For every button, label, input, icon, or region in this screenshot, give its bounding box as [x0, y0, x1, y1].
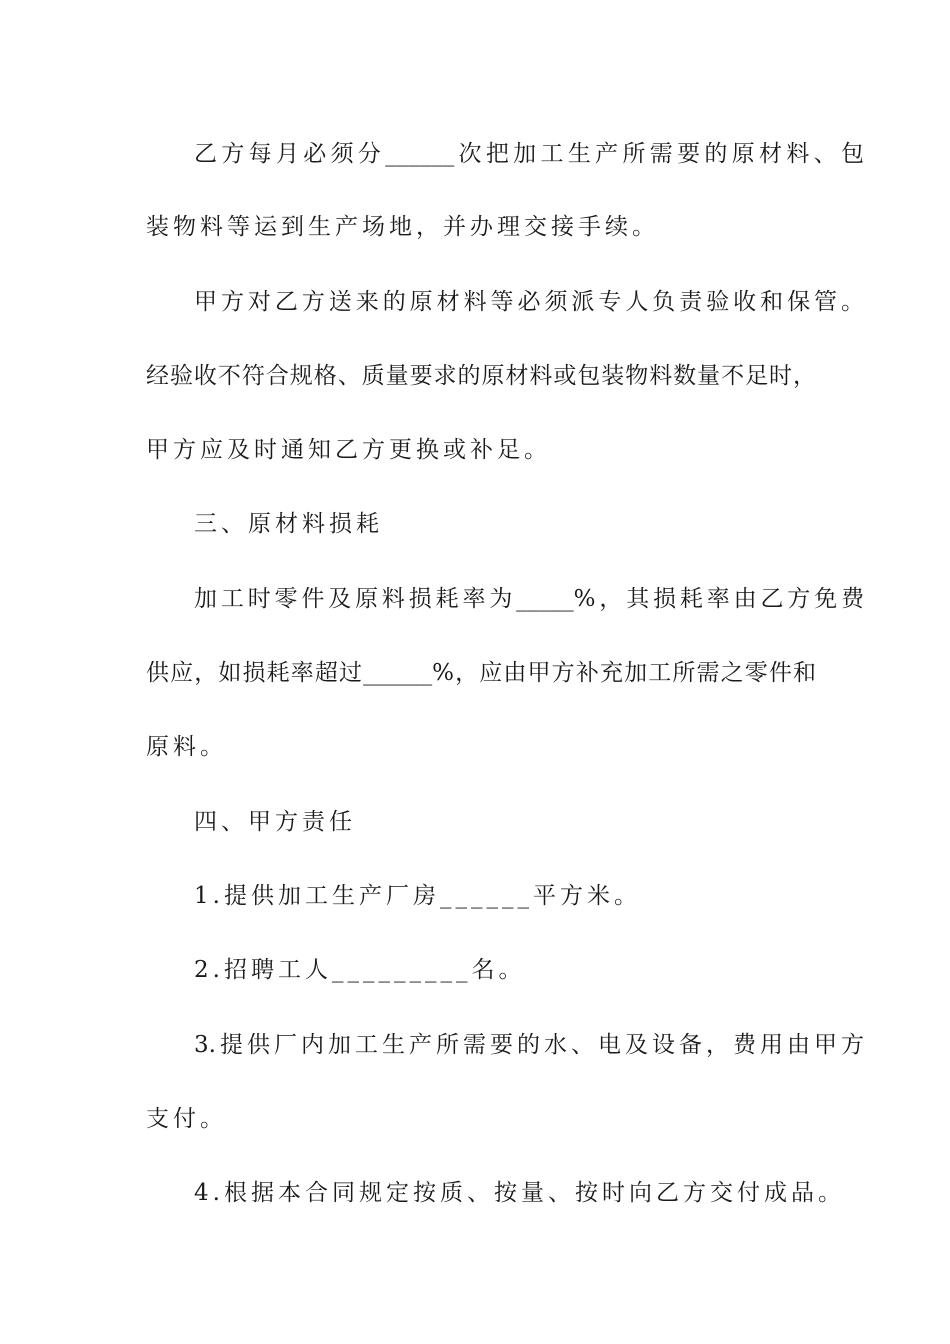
paragraph-line: 甲方应及时通知乙方更换或补足。 [146, 437, 551, 463]
section-heading: 四、甲方责任 [194, 809, 356, 835]
paragraph-line: 支付。 [146, 1106, 227, 1132]
list-item: 4.根据本合同规定按质、按量、按时向乙方交付成品。 [194, 1180, 845, 1206]
paragraph-line: 经验收不符合规格、质量要求的原材料或包装物料数量不足时， [146, 363, 816, 389]
paragraph-line: 乙方每月必须分______次把加工生产所需要的原材料、包 [194, 141, 864, 167]
paragraph-line: 加工时零件及原料损耗率为_____%，其损耗率由乙方免费 [194, 586, 864, 612]
paragraph-line: 原料。 [146, 734, 227, 760]
paragraph-line: 供应，如损耗率超过______%，应由甲方补充加工所需之零件和 [146, 660, 816, 686]
paragraph-line: 装物料等运到生产场地，并办理交接手续。 [146, 214, 659, 240]
list-item: 3.提供厂内加工生产所需要的水、电及设备，费用由甲方 [194, 1032, 864, 1058]
paragraph-line: 甲方对乙方送来的原材料等必须派专人负责验收和保管。 [194, 289, 864, 315]
section-heading: 三、原材料损耗 [194, 511, 383, 537]
list-item: 2.招聘工人_________名。 [194, 957, 526, 983]
list-item: 1.提供加工生产厂房______平方米。 [194, 883, 641, 909]
